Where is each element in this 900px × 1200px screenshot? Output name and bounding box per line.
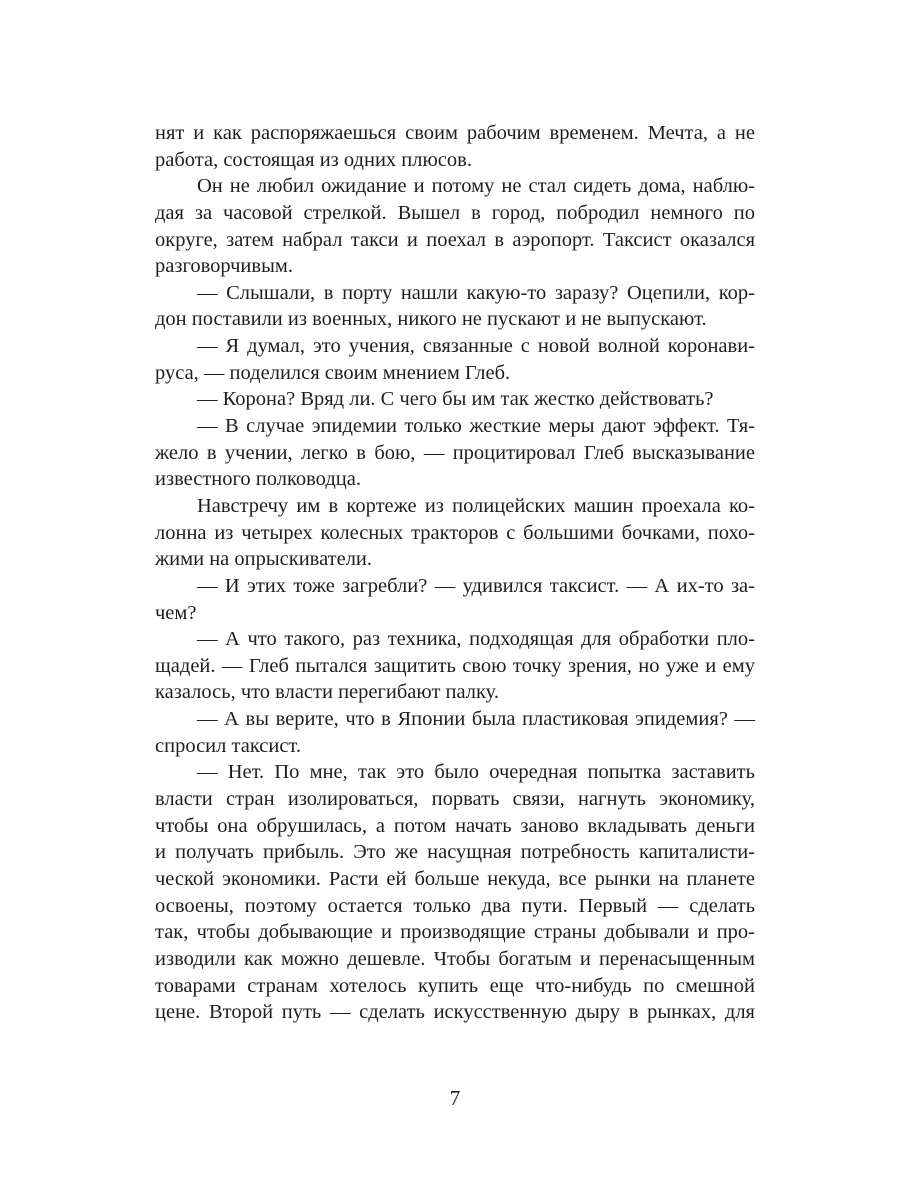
text-line: — И этих тоже загребли? — удивился таксист. — А их-то за- (197, 574, 755, 597)
paragraph (155, 493, 755, 573)
text-line: цене. Второй путь — сделать искусственную дыру в рынках, для (155, 1001, 755, 1024)
text-line: — В случае эпидемии только жесткие меры дают эффект. Тя- (197, 415, 755, 438)
paragraph (155, 573, 755, 626)
page-body (155, 120, 755, 1026)
text-line: нят и как распоряжаешься своим рабочим временем. Мечта, а не (155, 122, 755, 144)
text-line: жими на опрыскиватели. (155, 548, 373, 571)
text-line: Навстречу им в кортеже из полицейских машин проехала ко- (197, 494, 755, 517)
paragraph (155, 120, 755, 173)
text-line: дая за часовой стрелкой. Вышел в город, побродил немного по (155, 201, 755, 224)
text-line: и получать прибыль. Это же насущная потребность капиталисти- (155, 841, 755, 864)
page-number: 7 (449, 1086, 461, 1110)
text-line: разговорчивым. (155, 255, 293, 278)
text-line: щадей. — Глеб пытался защитить свою точку зрения, но уже и ему (155, 654, 755, 677)
paragraph (155, 173, 755, 280)
text-line: Он не любил ожидание и потому не стал сидеть дома, наблю- (197, 175, 755, 198)
text-line: освоены, поэтому остается только два пути. Первый — сделать (155, 894, 755, 917)
text-line: товарами странам хотелось купить еще что-нибудь по смешной (155, 974, 755, 997)
text-line: так, чтобы добывающие и производящие страны добывали и про- (155, 921, 755, 944)
text-line: казалось, что власти перегибают палку. (155, 681, 500, 704)
paragraph (155, 280, 755, 333)
text-line: — Корона? Вряд ли. С чего бы им так жестко действовать? (197, 388, 714, 411)
text-line: известного полководца. (155, 468, 361, 491)
text-line: округе, затем набрал такси и поехал в аэропорт. Таксист оказался (155, 228, 755, 251)
paragraph (155, 626, 755, 706)
text-line: ческой экономики. Расти ей больше некуда, все рынки на планете (155, 867, 755, 890)
paragraph (155, 386, 755, 413)
paragraph (155, 333, 755, 386)
paragraph (155, 759, 755, 1025)
text-line: чем? (155, 601, 197, 624)
text-line: лонна из четырех колесных тракторов с большими бочками, похо- (155, 521, 755, 544)
text-line: — Нет. По мне, так это было очередная попытка заставить (197, 761, 755, 784)
paragraph (155, 413, 755, 493)
paragraph (155, 706, 755, 759)
text-line: — Я думал, это учения, связанные с новой волной коронави- (197, 335, 755, 358)
text-line: власти стран изолироваться, порвать связи, нагнуть экономику, (155, 788, 755, 811)
text-line: — А вы верите, что в Японии была пластиковая эпидемия? — (197, 708, 755, 731)
text-line: дон поставили из военных, никого не пускают и не выпускают. (155, 308, 707, 331)
text-line: изводили как можно дешевле. Чтобы богатым и перенасыщенным (155, 947, 755, 970)
text-line: жело в учении, легко в бою, — процитировал Глеб высказывание (155, 441, 755, 464)
text-line: чтобы она обрушилась, а потом начать заново вкладывать деньги (155, 814, 755, 837)
text-line: руса, — поделился своим мнением Глеб. (155, 361, 511, 384)
text-line: — Слышали, в порту нашли какую-то заразу? Оцепили, кор- (197, 281, 755, 304)
text-line: работа, состоящая из одних плюсов. (155, 148, 472, 171)
text-line: — А что такого, раз техника, подходящая для обработки пло- (197, 628, 755, 651)
text-line: спросил таксист. (155, 734, 301, 757)
